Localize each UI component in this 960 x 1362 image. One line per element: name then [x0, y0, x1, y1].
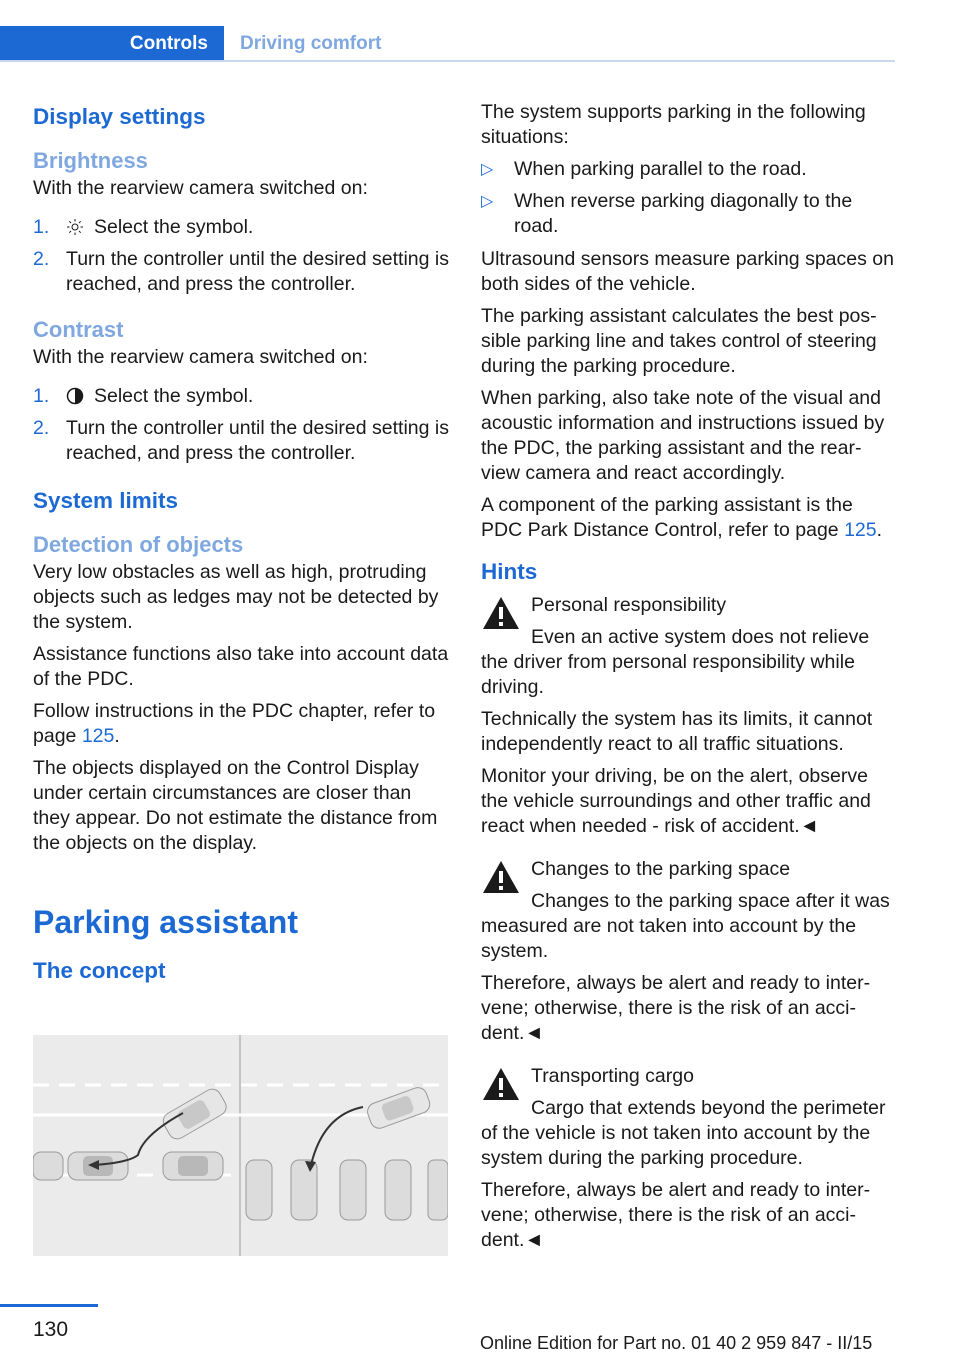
- page-number: 130: [33, 1318, 69, 1341]
- heading-parking-assistant: Parking assistant: [33, 904, 298, 940]
- edition-note: Online Edition for Part no. 01 40 2 959 847 - II/15: [480, 1333, 873, 1353]
- parked-car: [340, 1160, 366, 1220]
- sun-icon: [66, 218, 84, 236]
- section-tab-controls[interactable]: Controls: [0, 26, 224, 62]
- step-text: Select the symbol.: [94, 216, 254, 238]
- warning-body-text: Cargo that extends beyond the perimeter of the vehicle is not taken into account by the system during the parking procedure.: [481, 1097, 886, 1169]
- list-item: [33, 247, 449, 297]
- warning-body: [481, 1096, 897, 1171]
- detection-paragraph-4: The objects displayed on the Control Display under certain circumstances are closer than they appear. Do not estimate the distance from the objects on the display.: [33, 757, 438, 854]
- warning-title: Changes to the parking space: [531, 858, 791, 880]
- step-number: 1.: [33, 385, 50, 407]
- brightness-intro: With the rearview camera switched on:: [33, 177, 368, 199]
- step-number: 2.: [33, 248, 50, 270]
- section-tab-driving-comfort[interactable]: Driving comfort: [240, 33, 382, 54]
- heading-contrast: Contrast: [33, 317, 124, 342]
- contrast-steps: [33, 384, 449, 466]
- period: .: [114, 725, 120, 747]
- monitor-paragraph: Monitor your driving, be on the alert, observe the vehicle surroundings and other traffic and react when needed - risk of accident.◄: [481, 765, 871, 837]
- step-text: Select the symbol.: [94, 385, 254, 407]
- heading-system-limits: System limits: [33, 488, 179, 513]
- technically-paragraph: Technically the system has its limits, it cannot independently react to all traffic situations.: [481, 708, 873, 755]
- page-link-125[interactable]: 125: [844, 519, 877, 541]
- brightness-steps: [33, 215, 449, 297]
- component-paragraph-text: A component of the parking assistant is the PDC Park Distance Control, refer to page: [481, 494, 853, 541]
- header-divider: [0, 60, 895, 62]
- footer-accent-line: [0, 1304, 98, 1307]
- page-header: [0, 26, 895, 62]
- step-number: 2.: [33, 417, 50, 439]
- parked-car: [163, 1152, 223, 1180]
- warning-triangle-icon: [481, 859, 521, 895]
- parked-car: [428, 1160, 448, 1220]
- triangle-right-icon: ▷: [481, 161, 494, 178]
- situation-text: When reverse parking diagonally to the road.: [514, 190, 853, 237]
- parked-car: [291, 1160, 317, 1220]
- detection-paragraph-3: [33, 699, 449, 749]
- warning-triangle-icon: [481, 1066, 521, 1102]
- detection-paragraph-2: Assistance functions also take into account data of the PDC.: [33, 643, 449, 690]
- heading-brightness: Brightness: [33, 148, 148, 173]
- list-item: [33, 215, 449, 240]
- step-number: 1.: [33, 216, 50, 238]
- component-paragraph: [481, 493, 897, 543]
- ultrasound-paragraph: Ultrasound sensors measure parking spaces on both sides of the vehicle.: [481, 248, 894, 295]
- heading-the-concept: The concept: [33, 958, 166, 983]
- parked-car: [385, 1160, 411, 1220]
- left-column: [33, 100, 449, 988]
- contrast-icon: [66, 387, 84, 405]
- page-link-125[interactable]: 125: [81, 725, 115, 747]
- therefore-paragraph-2: Therefore, always be alert and ready to inter‐vene; otherwise, there is the risk of an acci‐dent.◄: [481, 1179, 871, 1251]
- list-item: [481, 189, 897, 239]
- detection-paragraph-3-text: Follow instructions in the PDC chapter, refer to page: [33, 700, 436, 747]
- parking-concept-illustration: [33, 1035, 448, 1256]
- warning-body: [481, 625, 897, 700]
- situation-text: When parking parallel to the road.: [514, 158, 807, 180]
- warning-title: Personal responsibility: [531, 594, 727, 616]
- parking-diagram: [33, 1035, 448, 1256]
- when-parking-paragraph: When parking, also take note of the visual and acoustic information and instructions issued by the PDC, the parking assistant and the rear‐view camera and react accordingly.: [481, 387, 885, 484]
- supports-paragraph: The system supports parking in the following situations:: [481, 101, 866, 148]
- step-text: Turn the controller until the desired setting is reached, and press the controller.: [66, 248, 449, 295]
- detection-paragraph-1: Very low obstacles as well as high, protruding objects such as ledges may not be detected by the system.: [33, 561, 439, 633]
- warning-changes-to-parking-space: [481, 857, 897, 964]
- warning-body-text: Changes to the parking space after it was measured are not taken into account by the system.: [481, 890, 890, 962]
- warning-title: Transporting cargo: [531, 1065, 694, 1087]
- situations-list: [481, 157, 897, 239]
- parked-car: [33, 1152, 63, 1180]
- contrast-intro: With the rearview camera switched on:: [33, 346, 368, 368]
- therefore-paragraph-1: Therefore, always be alert and ready to inter‐vene; otherwise, there is the risk of an acci‐dent.◄: [481, 972, 871, 1044]
- warning-transporting-cargo: [481, 1064, 897, 1171]
- period: .: [876, 519, 883, 541]
- triangle-right-icon: ▷: [481, 193, 494, 210]
- warning-triangle-icon: [481, 595, 521, 631]
- step-text: Turn the controller until the desired setting is reached, and press the controller.: [66, 417, 449, 464]
- right-column: [481, 100, 897, 1260]
- calculates-paragraph: The parking assistant calculates the best pos‐sible parking line and takes control of steering during the parking procedure.: [481, 305, 877, 377]
- heading-hints: Hints: [481, 559, 538, 584]
- list-item: [481, 157, 897, 182]
- heading-detection-of-objects: Detection of objects: [33, 532, 244, 557]
- warning-personal-responsibility: [481, 593, 897, 700]
- list-item: [33, 384, 449, 409]
- parked-car: [246, 1160, 272, 1220]
- warning-body: [481, 889, 897, 964]
- heading-display-settings: Display settings: [33, 104, 206, 129]
- warning-body-text: Even an active system does not relieve the driver from personal responsibility while driving.: [481, 626, 870, 698]
- list-item: [33, 416, 449, 466]
